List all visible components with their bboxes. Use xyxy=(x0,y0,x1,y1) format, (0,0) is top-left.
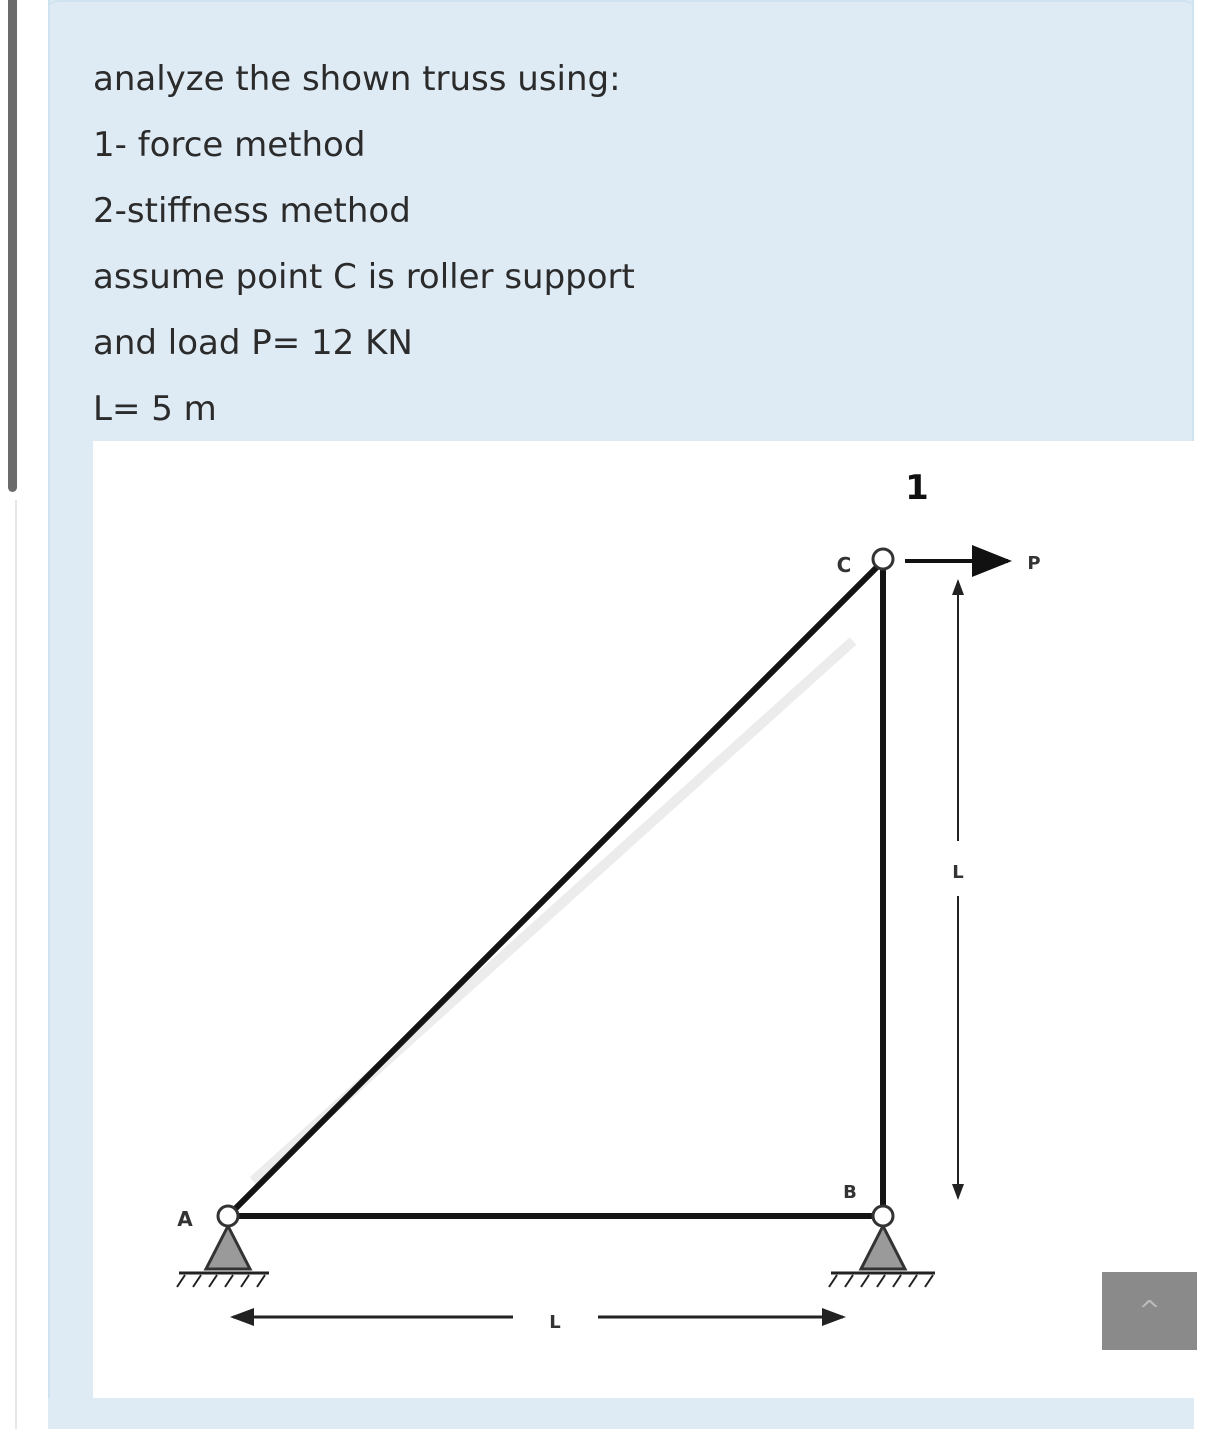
joint-c xyxy=(873,549,893,569)
joint-a xyxy=(218,1206,238,1226)
member-ac xyxy=(228,561,883,1216)
card-bottom xyxy=(48,1398,1194,1429)
divider xyxy=(15,500,17,1429)
truss-diagram xyxy=(93,441,1194,1398)
chevron-up-icon: ^ xyxy=(1138,1296,1161,1326)
joint-b xyxy=(873,1206,893,1226)
pin-support-b xyxy=(829,1226,935,1287)
question-line-6: L= 5 m xyxy=(93,389,217,429)
joint-label-b: B xyxy=(843,1182,857,1203)
scroll-to-top-button[interactable] xyxy=(1102,1272,1197,1350)
load-label-p: P xyxy=(1027,553,1041,574)
question-line-1: analyze the shown truss using: xyxy=(93,59,621,99)
truss-figure xyxy=(93,441,1194,1398)
member-number-label: 1 xyxy=(905,468,929,508)
pin-support-a xyxy=(177,1226,269,1287)
horizontal-dimension-label: L xyxy=(549,1312,561,1333)
joint-label-a: A xyxy=(177,1207,193,1231)
scrollbar-thumb[interactable] xyxy=(8,0,17,492)
page-scrollbar[interactable] xyxy=(0,0,20,1429)
question-line-5: and load P= 12 KN xyxy=(93,323,413,363)
question-text xyxy=(93,46,1173,442)
question-line-3: 2-stiffness method xyxy=(93,191,411,231)
question-line-2: 1- force method xyxy=(93,125,366,165)
vertical-dimension-label: L xyxy=(952,862,964,883)
question-line-4: assume point C is roller support xyxy=(93,257,635,297)
joint-label-c: C xyxy=(836,553,852,577)
